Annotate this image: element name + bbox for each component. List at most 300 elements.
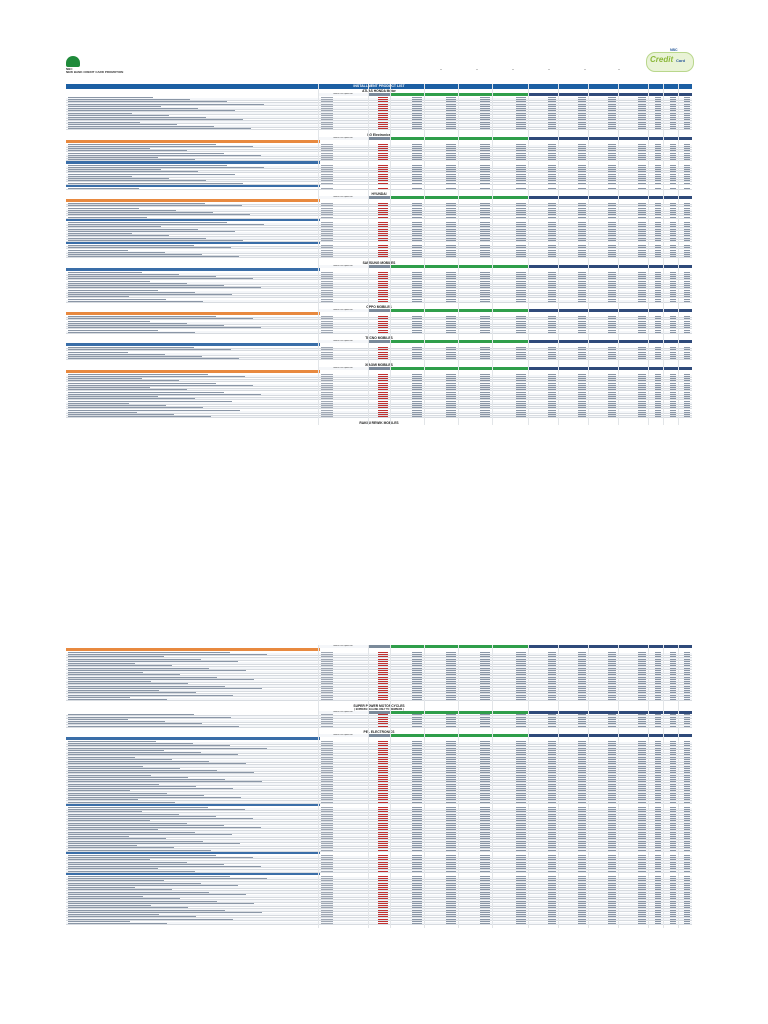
row-value-stroke: [638, 358, 646, 359]
row-value-stroke: [684, 699, 690, 700]
column-header: [390, 340, 424, 343]
column-header: [558, 367, 588, 370]
row-value-stroke: [412, 802, 422, 803]
row-value-stroke: [638, 699, 646, 700]
row-value-stroke: [670, 240, 676, 241]
row-value-stroke: [446, 256, 456, 257]
section-title: TECNO MOBILES: [365, 336, 393, 341]
row-value-stroke: [670, 923, 676, 924]
sheet-title: INSTALLMENT PRODUCT LIST: [66, 84, 692, 89]
row-value-stroke: [378, 802, 388, 803]
row-value-stroke: [446, 159, 456, 160]
table-row: [66, 256, 692, 258]
row-value-stroke: [516, 871, 526, 872]
row-value-stroke: [480, 256, 490, 257]
row-value-stroke: [578, 802, 586, 803]
row-value-stroke: [516, 183, 526, 184]
row-date-stroke: [321, 332, 333, 333]
column-header-row: [66, 309, 692, 312]
column-header: [663, 367, 678, 370]
bank-logo: [66, 56, 126, 80]
row-value-stroke: [516, 416, 526, 417]
row-text-stroke: [68, 159, 195, 160]
column-header: [368, 340, 390, 343]
row-value-stroke: [578, 850, 586, 851]
row-value-stroke: [655, 699, 661, 700]
column-header: [588, 367, 618, 370]
column-header: [492, 137, 528, 140]
column-header: [558, 137, 588, 140]
row-value-stroke: [655, 256, 661, 257]
row-value-stroke: [684, 871, 690, 872]
column-header: [528, 734, 558, 737]
section-title: ATLAS HONDA Motor: [362, 89, 396, 93]
row-value-stroke: [446, 332, 456, 333]
row-text-stroke: [68, 183, 243, 184]
row-value-stroke: [480, 802, 490, 803]
table-row: [66, 849, 692, 851]
row-value-stroke: [516, 256, 526, 257]
row-value-stroke: [670, 802, 676, 803]
row-value-stroke: [655, 802, 661, 803]
row-value-stroke: [378, 159, 388, 160]
row-value-stroke: [684, 923, 690, 924]
row-value-stroke: [670, 850, 676, 851]
row-value-stroke: [412, 726, 422, 727]
row-value-stroke: [548, 332, 556, 333]
row-date-stroke: [321, 301, 333, 302]
row-value-stroke: [578, 358, 586, 359]
column-header: [678, 309, 692, 312]
row-text-stroke: [68, 240, 243, 241]
row-value-stroke: [684, 358, 690, 359]
column-header: [458, 196, 492, 199]
column-header: [618, 645, 648, 648]
row-value-stroke: [578, 923, 586, 924]
row-value-stroke: [516, 726, 526, 727]
row-value-stroke: [608, 923, 616, 924]
row-value-stroke: [412, 699, 422, 700]
column-header: [492, 734, 528, 737]
row-value-stroke: [548, 159, 556, 160]
column-header: [458, 645, 492, 648]
column-header: Model & Price Update Date: [318, 734, 368, 737]
row-value-stroke: [638, 301, 646, 302]
row-value-stroke: [608, 256, 616, 257]
row-value-stroke: [638, 159, 646, 160]
column-header: [663, 340, 678, 343]
row-value-stroke: [446, 240, 456, 241]
column-header: [368, 265, 390, 268]
column-header: [558, 645, 588, 648]
row-value-stroke: [608, 128, 616, 129]
table-row: [66, 922, 692, 924]
column-header: [678, 196, 692, 199]
row-date-stroke: [321, 256, 333, 257]
row-text-stroke: [68, 217, 147, 218]
table-row: [66, 182, 692, 184]
row-value-stroke: [655, 159, 661, 160]
row-value-stroke: [378, 256, 388, 257]
row-value-stroke: [412, 923, 422, 924]
column-header-row: [66, 196, 692, 199]
row-value-stroke: [638, 240, 646, 241]
row-value-stroke: [516, 923, 526, 924]
row-value-stroke: [638, 416, 646, 417]
row-value-stroke: [670, 159, 676, 160]
row-value-stroke: [548, 358, 556, 359]
column-header-row: [66, 265, 692, 268]
row-value-stroke: [446, 188, 456, 189]
column-header: Model & Price Update Date: [318, 309, 368, 312]
row-value-stroke: [608, 850, 616, 851]
row-value-stroke: [578, 871, 586, 872]
row-value-stroke: [516, 159, 526, 160]
column-header: [663, 734, 678, 737]
row-value-stroke: [638, 802, 646, 803]
row-value-stroke: [608, 301, 616, 302]
row-value-stroke: [412, 240, 422, 241]
row-value-stroke: [548, 256, 556, 257]
row-date-stroke: [321, 128, 333, 129]
column-header: [492, 367, 528, 370]
column-header: [66, 265, 318, 268]
row-value-stroke: [655, 726, 661, 727]
row-value-stroke: [608, 217, 616, 218]
row-value-stroke: [412, 358, 422, 359]
row-value-stroke: [378, 923, 388, 924]
row-value-stroke: [378, 240, 388, 241]
column-header: [618, 340, 648, 343]
row-text-stroke: [68, 699, 167, 700]
row-text-stroke: [68, 923, 167, 924]
row-value-stroke: [378, 183, 388, 184]
row-value-stroke: [670, 301, 676, 302]
column-header: [648, 340, 663, 343]
row-value-stroke: [480, 128, 490, 129]
row-value-stroke: [578, 217, 586, 218]
column-header: [424, 734, 458, 737]
row-value-stroke: [480, 726, 490, 727]
row-value-stroke: [670, 358, 676, 359]
row-value-stroke: [655, 923, 661, 924]
section-subtitle: ( EXPRESS DEALING ONLY TO MEMBERS ): [354, 707, 404, 711]
row-value-stroke: [378, 358, 388, 359]
row-value-stroke: [578, 240, 586, 241]
row-date-stroke: [321, 802, 333, 803]
row-value-stroke: [655, 188, 661, 189]
row-value-stroke: [548, 871, 556, 872]
row-value-stroke: [480, 240, 490, 241]
row-date-stroke: [321, 159, 333, 160]
row-value-stroke: [412, 416, 422, 417]
column-header: [492, 645, 528, 648]
row-value-stroke: [378, 128, 388, 129]
column-header: [492, 196, 528, 199]
row-value-stroke: [638, 256, 646, 257]
column-header-row: [66, 645, 692, 648]
row-date-stroke: [321, 850, 333, 851]
row-value-stroke: [516, 332, 526, 333]
column-header: Model & Price Update Date: [318, 196, 368, 199]
table-row: [66, 128, 692, 130]
row-text-stroke: [68, 871, 195, 872]
row-value-stroke: [480, 850, 490, 851]
column-header: [66, 137, 318, 140]
row-date-stroke: [321, 217, 333, 218]
column-header: [66, 196, 318, 199]
row-value-stroke: [480, 358, 490, 359]
column-header: [390, 137, 424, 140]
row-value-stroke: [655, 301, 661, 302]
row-value-stroke: [578, 256, 586, 257]
row-value-stroke: [608, 416, 616, 417]
row-value-stroke: [480, 416, 490, 417]
row-value-stroke: [516, 240, 526, 241]
row-value-stroke: [378, 871, 388, 872]
row-value-stroke: [638, 183, 646, 184]
column-header: [390, 196, 424, 199]
section-title: PEL ELECTRONICS: [363, 730, 395, 734]
column-header: [390, 734, 424, 737]
column-header: [588, 734, 618, 737]
row-value-stroke: [608, 358, 616, 359]
table-row: [66, 725, 692, 727]
row-value-stroke: [480, 217, 490, 218]
table-row: [66, 216, 692, 218]
column-header: [678, 734, 692, 737]
row-text-stroke: [68, 332, 195, 333]
column-header: [618, 265, 648, 268]
section-title: RAKINI REWIK MOBILES: [359, 420, 399, 425]
table-row: [66, 187, 692, 189]
bank-logo-subtext: NEW BANK CREDIT CARD PROMOTION: [66, 70, 124, 75]
row-value-stroke: [655, 217, 661, 218]
row-value-stroke: [378, 416, 388, 417]
row-value-stroke: [516, 128, 526, 129]
row-value-stroke: [378, 726, 388, 727]
column-header: [424, 137, 458, 140]
column-header: [492, 309, 528, 312]
row-text-stroke: [68, 188, 139, 189]
row-value-stroke: [684, 188, 690, 189]
row-value-stroke: [446, 850, 456, 851]
row-value-stroke: [446, 699, 456, 700]
column-header: [458, 309, 492, 312]
row-value-stroke: [378, 332, 388, 333]
row-value-stroke: [516, 802, 526, 803]
row-value-stroke: [446, 183, 456, 184]
row-value-stroke: [684, 128, 690, 129]
row-date-stroke: [321, 358, 333, 359]
row-value-stroke: [446, 217, 456, 218]
row-value-stroke: [655, 183, 661, 184]
row-value-stroke: [548, 301, 556, 302]
row-value-stroke: [412, 188, 422, 189]
column-header: [663, 265, 678, 268]
row-value-stroke: [446, 128, 456, 129]
row-value-stroke: [608, 332, 616, 333]
column-header: [528, 137, 558, 140]
row-value-stroke: [378, 217, 388, 218]
row-value-stroke: [412, 256, 422, 257]
row-value-stroke: [548, 726, 556, 727]
row-value-stroke: [516, 217, 526, 218]
column-header: Model & Price Update Date: [318, 93, 368, 96]
column-header: [66, 340, 318, 343]
section-title: SAMSUNG MOBILES: [362, 260, 396, 265]
column-header: [368, 734, 390, 737]
column-header: [424, 265, 458, 268]
column-header: [588, 196, 618, 199]
column-header: [618, 196, 648, 199]
column-header: [528, 309, 558, 312]
section-title: XIAOMI MOBILES: [365, 362, 393, 367]
row-value-stroke: [670, 183, 676, 184]
column-header: Model & Price Update Date: [318, 367, 368, 370]
column-header: [424, 309, 458, 312]
row-text-stroke: [68, 256, 239, 257]
column-header: [588, 309, 618, 312]
column-header: [648, 309, 663, 312]
column-header: [368, 309, 390, 312]
column-header: [588, 137, 618, 140]
row-value-stroke: [670, 726, 676, 727]
row-value-stroke: [684, 240, 690, 241]
row-value-stroke: [548, 188, 556, 189]
row-value-stroke: [412, 850, 422, 851]
table-row: [66, 159, 692, 161]
row-value-stroke: [608, 188, 616, 189]
row-date-stroke: [321, 726, 333, 727]
row-value-stroke: [548, 802, 556, 803]
row-value-stroke: [548, 240, 556, 241]
column-header: [678, 265, 692, 268]
row-value-stroke: [412, 159, 422, 160]
section-title: SUPER POWER MOTORCYCLES: [353, 703, 405, 708]
table-row: [66, 358, 692, 360]
row-value-stroke: [670, 416, 676, 417]
column-header: [528, 645, 558, 648]
row-text-stroke: [68, 726, 239, 727]
table-row: [66, 416, 692, 418]
column-header: [618, 137, 648, 140]
row-value-stroke: [638, 726, 646, 727]
column-header: [588, 265, 618, 268]
bank-logo-caption: [66, 68, 123, 75]
row-value-stroke: [684, 802, 690, 803]
column-header: [663, 645, 678, 648]
row-value-stroke: [608, 802, 616, 803]
row-value-stroke: [684, 256, 690, 257]
column-header: [66, 645, 318, 648]
row-value-stroke: [516, 699, 526, 700]
row-value-stroke: [480, 871, 490, 872]
column-header: [678, 367, 692, 370]
row-value-stroke: [578, 416, 586, 417]
column-header-row: [66, 367, 692, 370]
row-value-stroke: [480, 301, 490, 302]
column-header: [648, 265, 663, 268]
header-dots: [440, 69, 620, 71]
row-value-stroke: [608, 726, 616, 727]
column-header: [458, 734, 492, 737]
column-header: [528, 340, 558, 343]
column-header: [618, 309, 648, 312]
column-header: [424, 196, 458, 199]
column-header: [66, 309, 318, 312]
row-date-stroke: [321, 188, 333, 189]
row-value-stroke: [638, 871, 646, 872]
column-header: [663, 309, 678, 312]
row-value-stroke: [548, 128, 556, 129]
row-value-stroke: [684, 416, 690, 417]
row-value-stroke: [378, 699, 388, 700]
row-value-stroke: [638, 923, 646, 924]
column-header: [678, 645, 692, 648]
row-date-stroke: [321, 871, 333, 872]
table-row: [66, 239, 692, 241]
page-2: [0, 640, 768, 1024]
row-value-stroke: [655, 240, 661, 241]
row-value-stroke: [670, 256, 676, 257]
column-header: [390, 265, 424, 268]
row-value-stroke: [608, 159, 616, 160]
row-value-stroke: [684, 850, 690, 851]
row-value-stroke: [516, 850, 526, 851]
row-value-stroke: [638, 332, 646, 333]
product-sheet-2: [66, 645, 692, 928]
row-value-stroke: [548, 183, 556, 184]
column-header: [458, 137, 492, 140]
column-header: [66, 734, 318, 737]
row-date-stroke: [321, 923, 333, 924]
table-row: [66, 698, 692, 700]
section-title: OPPO MOBILES: [366, 305, 392, 310]
row-value-stroke: [638, 217, 646, 218]
column-header: [492, 265, 528, 268]
column-header-row: [66, 137, 692, 140]
row-value-stroke: [655, 850, 661, 851]
column-header: [618, 367, 648, 370]
row-value-stroke: [670, 128, 676, 129]
row-value-stroke: [548, 699, 556, 700]
row-value-stroke: [608, 240, 616, 241]
column-header: [648, 367, 663, 370]
row-value-stroke: [578, 332, 586, 333]
row-value-stroke: [608, 183, 616, 184]
row-date-stroke: [321, 240, 333, 241]
section-title: LG Electronics: [367, 132, 391, 137]
table-row: [66, 801, 692, 803]
column-header: Model & Price Update Date: [318, 265, 368, 268]
column-header: [368, 137, 390, 140]
row-value-stroke: [638, 188, 646, 189]
row-value-stroke: [684, 301, 690, 302]
row-text-stroke: [68, 301, 203, 302]
row-value-stroke: [480, 699, 490, 700]
row-value-stroke: [446, 358, 456, 359]
column-header: [424, 367, 458, 370]
row-value-stroke: [480, 332, 490, 333]
row-date-stroke: [321, 183, 333, 184]
bank-logo-icon: [66, 56, 80, 67]
row-value-stroke: [638, 128, 646, 129]
row-value-stroke: [670, 699, 676, 700]
table-row: [66, 870, 692, 872]
section-title: HYUNDAI: [371, 192, 387, 197]
row-value-stroke: [670, 217, 676, 218]
